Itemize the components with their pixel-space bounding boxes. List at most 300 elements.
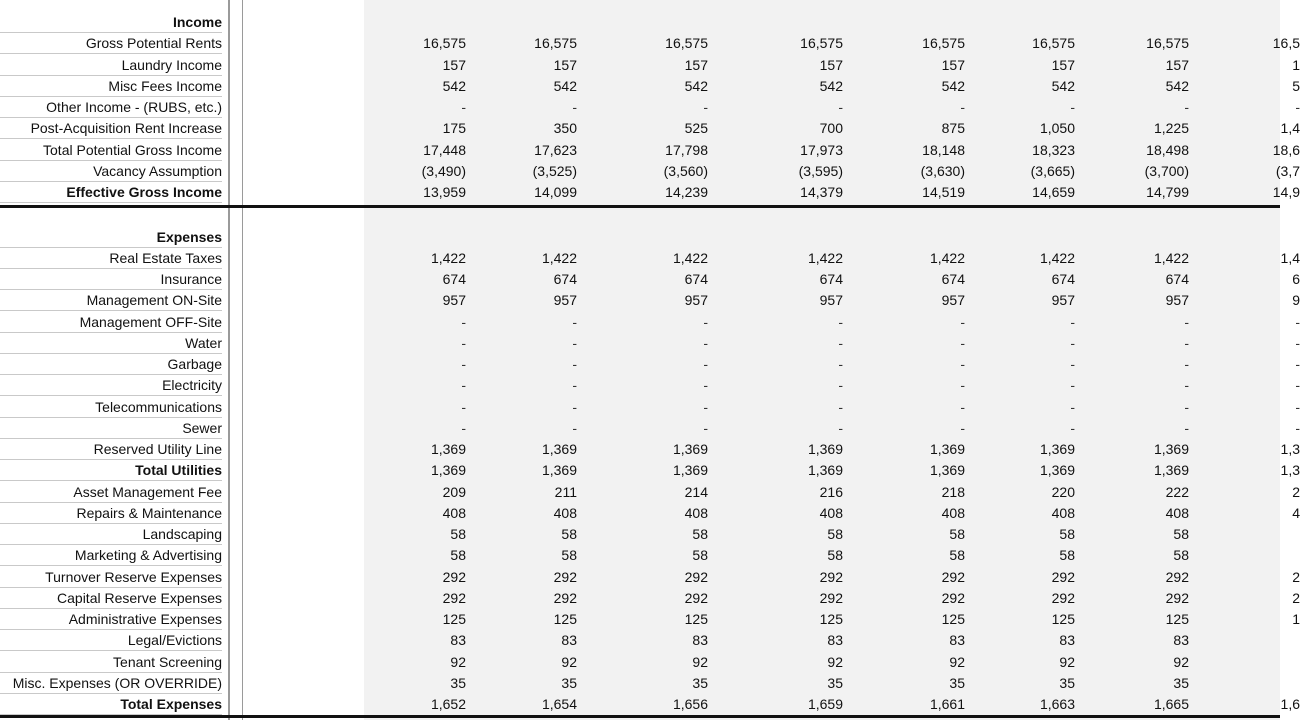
cell-value[interactable]: 16,575 [1032, 35, 1075, 52]
cell-value[interactable]: 1,369 [929, 441, 965, 458]
cell-value[interactable]: - [572, 356, 577, 373]
cell-value[interactable]: - [703, 419, 708, 436]
cell-value[interactable]: 35 [949, 674, 965, 691]
cell-value[interactable]: - [461, 377, 466, 394]
cell-value[interactable]: - [461, 99, 466, 115]
cell-value[interactable]: - [1184, 398, 1189, 415]
cell-value[interactable]: - [1295, 356, 1300, 373]
cell-value[interactable]: - [838, 334, 843, 351]
row-label[interactable]: Income [0, 12, 222, 33]
expense-row [0, 460, 1300, 481]
expense-row [0, 588, 1300, 609]
row-label[interactable]: Misc. Expenses (OR OVERRIDE) [0, 673, 222, 694]
cell-value[interactable]: 1,661 [929, 696, 965, 713]
cell-value[interactable]: 1,422 [672, 249, 708, 266]
cell-value[interactable]: - [1184, 99, 1189, 115]
income-header [0, 12, 1280, 33]
cell-value[interactable]: 58 [949, 526, 965, 543]
cell-value[interactable]: 35 [1059, 674, 1075, 691]
row-label[interactable]: Legal/Evictions [0, 630, 222, 651]
cell-value[interactable]: 18,323 [1032, 141, 1075, 158]
row-label[interactable]: Total Potential Gross Income [0, 140, 222, 161]
cell-value[interactable]: 525 [684, 120, 708, 137]
expense-row [0, 418, 1300, 439]
row-label[interactable]: Garbage [0, 354, 222, 375]
cell-value[interactable]: 957 [442, 292, 466, 309]
cell-value[interactable]: - [838, 377, 843, 394]
income-row [0, 97, 1300, 118]
cell-value[interactable]: 542 [684, 77, 708, 94]
row-label[interactable]: Other Income - (RUBS, etc.) [0, 97, 222, 118]
cell-value[interactable]: - [960, 356, 965, 373]
cell-value[interactable]: - [1070, 99, 1075, 115]
cell-value[interactable]: - [703, 313, 708, 330]
cell-value[interactable]: 292 [684, 589, 708, 606]
cell-value[interactable]: 1,654 [541, 696, 577, 713]
cell-value[interactable]: - [960, 377, 965, 394]
cell-value[interactable]: 957 [819, 292, 843, 309]
cell-value[interactable]: 92 [561, 653, 577, 670]
cell-value[interactable]: 35 [827, 674, 843, 691]
expense-row [0, 397, 1300, 418]
cell-value[interactable]: - [461, 356, 466, 373]
cell-value[interactable]: 542 [1165, 77, 1189, 94]
cell-value[interactable]: 1,369 [807, 441, 843, 458]
cell-value[interactable]: 1,369 [807, 462, 843, 479]
cell-value[interactable]: (3,490) [421, 162, 466, 179]
cell-value[interactable]: - [572, 334, 577, 351]
cell-value[interactable]: 92 [827, 653, 843, 670]
cell-value[interactable]: 2 [1292, 589, 1300, 606]
expense-row [0, 567, 1300, 588]
cell-value[interactable]: 2 [1292, 568, 1300, 585]
cell-value[interactable]: 408 [684, 504, 708, 521]
cell-value[interactable]: 1,422 [929, 249, 965, 266]
cell-value[interactable]: 1,422 [541, 249, 577, 266]
cell-value[interactable]: (3,595) [798, 162, 843, 179]
cell-value[interactable]: 1,369 [430, 462, 466, 479]
cell-value[interactable]: 542 [819, 77, 843, 94]
cell-value[interactable]: 14,379 [800, 184, 843, 200]
cell-value[interactable]: 157 [684, 56, 708, 73]
cell-value[interactable]: 957 [1165, 292, 1189, 309]
cell-value[interactable]: 1,6 [1280, 696, 1300, 713]
row-label[interactable]: Electricity [0, 375, 222, 396]
cell-value[interactable]: 350 [553, 120, 577, 137]
cell-value[interactable]: - [1070, 398, 1075, 415]
cell-value[interactable]: 1,369 [430, 441, 466, 458]
row-label[interactable]: Sewer [0, 418, 222, 439]
cell-value[interactable]: 1,369 [1039, 462, 1075, 479]
cell-value[interactable]: 125 [442, 611, 466, 628]
cell-value[interactable]: 674 [553, 271, 577, 288]
cell-value[interactable]: 674 [1051, 271, 1075, 288]
row-label[interactable]: Capital Reserve Expenses [0, 588, 222, 609]
cell-value[interactable]: 292 [1165, 568, 1189, 585]
cell-value[interactable]: 292 [1165, 589, 1189, 606]
cell-value[interactable]: 83 [561, 632, 577, 649]
row-label[interactable]: Total Utilities [0, 460, 222, 481]
cell-value[interactable]: 16,575 [1146, 35, 1189, 52]
cell-value[interactable]: 14,9 [1272, 184, 1300, 200]
cell-value[interactable]: 542 [1051, 77, 1075, 94]
cell-value[interactable]: 1,050 [1039, 120, 1075, 137]
cell-value[interactable]: - [960, 334, 965, 351]
cell-value[interactable]: 157 [553, 56, 577, 73]
cell-value[interactable]: 218 [941, 483, 965, 500]
cell-value[interactable]: 35 [561, 674, 577, 691]
cell-value[interactable]: (3,7 [1275, 162, 1300, 179]
cell-value[interactable]: - [572, 398, 577, 415]
cell-value[interactable]: - [703, 334, 708, 351]
cell-value[interactable]: 17,623 [534, 141, 577, 158]
cell-value[interactable]: 292 [553, 568, 577, 585]
cell-value[interactable]: 58 [827, 547, 843, 564]
expense-row [0, 312, 1300, 333]
cell-value[interactable]: - [461, 313, 466, 330]
expense-row [0, 673, 1280, 694]
bottom-divider [0, 715, 1280, 718]
cell-value[interactable]: - [838, 398, 843, 415]
cell-value[interactable]: 4 [1292, 504, 1300, 521]
row-label[interactable]: Asset Management Fee [0, 482, 222, 503]
cell-value[interactable]: 92 [1059, 653, 1075, 670]
cell-value[interactable]: 83 [1059, 632, 1075, 649]
expense-row [0, 503, 1300, 524]
cell-value[interactable]: 674 [442, 271, 466, 288]
cell-value[interactable]: 1,369 [541, 462, 577, 479]
cell-value[interactable]: 292 [819, 568, 843, 585]
cell-value[interactable]: 292 [941, 589, 965, 606]
expense-row [0, 269, 1300, 290]
cell-value[interactable]: 14,659 [1032, 184, 1075, 200]
cell-value[interactable]: 1,665 [1153, 696, 1189, 713]
cell-value[interactable]: - [1070, 419, 1075, 436]
cell-value[interactable]: 18,498 [1146, 141, 1189, 158]
cell-value[interactable]: - [1070, 313, 1075, 330]
cell-value[interactable]: 1,369 [541, 441, 577, 458]
cell-value[interactable]: 408 [1051, 504, 1075, 521]
cell-value[interactable]: 674 [1165, 271, 1189, 288]
cell-value[interactable]: 292 [941, 568, 965, 585]
income-row [0, 140, 1300, 161]
cell-value[interactable]: 13,959 [423, 184, 466, 200]
row-label[interactable]: Tenant Screening [0, 652, 222, 673]
cell-value[interactable]: 58 [1173, 526, 1189, 543]
cell-value[interactable]: 92 [1173, 653, 1189, 670]
cell-value[interactable]: 1,422 [1153, 249, 1189, 266]
cell-value[interactable]: 957 [941, 292, 965, 309]
cell-value[interactable]: 157 [1051, 56, 1075, 73]
cell-value[interactable]: 58 [1173, 547, 1189, 564]
cell-value[interactable]: - [838, 99, 843, 115]
cell-value[interactable]: 16,575 [800, 35, 843, 52]
expense-row [0, 609, 1300, 630]
row-label[interactable]: Expenses [0, 227, 222, 248]
cell-value[interactable]: 292 [819, 589, 843, 606]
row-label[interactable]: Marketing & Advertising [0, 545, 222, 566]
cell-value[interactable]: 292 [684, 568, 708, 585]
expense-row [0, 545, 1280, 566]
row-label[interactable]: Post-Acquisition Rent Increase [0, 118, 222, 139]
cell-value[interactable]: - [1295, 377, 1300, 394]
cell-value[interactable]: 83 [827, 632, 843, 649]
cell-value[interactable]: - [960, 419, 965, 436]
row-label[interactable]: Management OFF-Site [0, 312, 222, 333]
cell-value[interactable]: 58 [827, 526, 843, 543]
cell-value[interactable]: 16,575 [534, 35, 577, 52]
cell-value[interactable]: 35 [692, 674, 708, 691]
cell-value[interactable]: 58 [692, 526, 708, 543]
cell-value[interactable]: 957 [1051, 292, 1075, 309]
row-label[interactable]: Telecommunications [0, 397, 222, 418]
cell-value[interactable]: 58 [450, 526, 466, 543]
cell-value[interactable]: - [1295, 419, 1300, 436]
cell-value[interactable]: 1,422 [1039, 249, 1075, 266]
cell-value[interactable]: 1,369 [672, 441, 708, 458]
cell-value[interactable]: 16,5 [1272, 35, 1300, 52]
cell-value[interactable]: 674 [684, 271, 708, 288]
row-label[interactable]: Effective Gross Income [0, 182, 222, 203]
cell-value[interactable]: - [703, 99, 708, 115]
cell-value[interactable]: 6 [1292, 271, 1300, 288]
row-label[interactable]: Administrative Expenses [0, 609, 222, 630]
cell-value[interactable]: - [838, 419, 843, 436]
cell-value[interactable]: (3,630) [920, 162, 965, 179]
row-label[interactable]: Real Estate Taxes [0, 248, 222, 269]
cell-value[interactable]: 83 [949, 632, 965, 649]
row-label[interactable]: Total Expenses [0, 694, 222, 715]
cell-value[interactable]: - [1184, 377, 1189, 394]
cell-value[interactable]: 1,369 [1039, 441, 1075, 458]
cell-value[interactable]: - [1295, 99, 1300, 115]
cell-value[interactable]: (3,665) [1030, 162, 1075, 179]
income-row [0, 76, 1300, 97]
cell-value[interactable]: 14,519 [922, 184, 965, 200]
expense-row [0, 354, 1300, 375]
cell-value[interactable]: 1,369 [1153, 462, 1189, 479]
cell-value[interactable]: 157 [819, 56, 843, 73]
cell-value[interactable]: - [838, 313, 843, 330]
expense-row [0, 248, 1300, 269]
row-label[interactable]: Vacancy Assumption [0, 161, 222, 182]
cell-value[interactable]: 292 [442, 589, 466, 606]
row-label[interactable]: Laundry Income [0, 55, 222, 76]
income-row [0, 55, 1300, 76]
cell-value[interactable]: - [1070, 334, 1075, 351]
cell-value[interactable]: - [1070, 377, 1075, 394]
cell-value[interactable]: 408 [442, 504, 466, 521]
cell-value[interactable]: 14,799 [1146, 184, 1189, 200]
cell-value[interactable]: - [1184, 334, 1189, 351]
cell-value[interactable]: 35 [450, 674, 466, 691]
cell-value[interactable]: 211 [554, 483, 577, 500]
cell-value[interactable]: 83 [692, 632, 708, 649]
expense-row [0, 652, 1280, 673]
cell-value[interactable]: 14,239 [665, 184, 708, 200]
cell-value[interactable]: - [1184, 356, 1189, 373]
cell-value[interactable]: - [572, 419, 577, 436]
cell-value[interactable]: - [572, 99, 577, 115]
cell-value[interactable]: 1,422 [430, 249, 466, 266]
cell-value[interactable]: 292 [1051, 568, 1075, 585]
cell-value[interactable]: 674 [819, 271, 843, 288]
cell-value[interactable]: - [838, 356, 843, 373]
cell-value[interactable]: 58 [1059, 547, 1075, 564]
cell-value[interactable]: 875 [941, 120, 965, 137]
cell-value[interactable]: 700 [819, 120, 843, 137]
cell-value[interactable]: - [572, 377, 577, 394]
cell-value[interactable]: 157 [941, 56, 965, 73]
expense-row [0, 524, 1280, 545]
cell-value[interactable]: - [1295, 313, 1300, 330]
expense-row [0, 630, 1280, 651]
income-row [0, 182, 1300, 203]
income-row [0, 33, 1300, 54]
cell-value[interactable]: - [960, 313, 965, 330]
cell-value[interactable]: 216 [819, 483, 843, 500]
row-label[interactable]: Repairs & Maintenance [0, 503, 222, 524]
cell-value[interactable]: 1,3 [1280, 462, 1300, 479]
cell-value[interactable]: - [461, 419, 466, 436]
cell-value[interactable]: 1,659 [807, 696, 843, 713]
cell-value[interactable]: 957 [684, 292, 708, 309]
cell-value[interactable]: 16,575 [922, 35, 965, 52]
cell-value[interactable]: 292 [553, 589, 577, 606]
cell-value[interactable]: - [572, 313, 577, 330]
row-label[interactable]: Landscaping [0, 524, 222, 545]
income-row [0, 161, 1300, 182]
cell-value[interactable]: 125 [941, 611, 965, 628]
income-row [0, 118, 1300, 139]
row-label[interactable]: Turnover Reserve Expenses [0, 567, 222, 588]
cell-value[interactable]: - [1184, 419, 1189, 436]
cell-value[interactable]: 9 [1292, 292, 1300, 309]
cell-value[interactable]: 214 [684, 483, 708, 500]
cell-value[interactable]: 58 [450, 547, 466, 564]
expenses-header [0, 227, 1280, 248]
cell-value[interactable]: 1,369 [929, 462, 965, 479]
cell-value[interactable]: 542 [941, 77, 965, 94]
cell-value[interactable]: - [1295, 398, 1300, 415]
cell-value[interactable]: 18,148 [922, 141, 965, 158]
cell-value[interactable]: 5 [1292, 77, 1300, 94]
row-label[interactable]: Reserved Utility Line [0, 439, 222, 460]
cell-value[interactable]: 1 [1292, 56, 1300, 73]
cell-value[interactable]: 1,369 [1153, 441, 1189, 458]
cell-value[interactable]: 1,225 [1153, 120, 1189, 137]
cell-value[interactable]: 542 [553, 77, 577, 94]
expense-row [0, 290, 1300, 311]
cell-value[interactable]: 1,4 [1280, 120, 1300, 137]
cell-value[interactable]: 92 [949, 653, 965, 670]
row-label[interactable]: Misc Fees Income [0, 76, 222, 97]
cell-value[interactable]: - [1070, 356, 1075, 373]
cell-value[interactable]: 157 [442, 56, 466, 73]
cell-value[interactable]: 17,973 [800, 141, 843, 158]
cell-value[interactable]: 58 [692, 547, 708, 564]
cell-value[interactable]: (3,560) [663, 162, 708, 179]
cell-value[interactable]: 157 [1165, 56, 1189, 73]
cell-value[interactable]: 1 [1292, 611, 1300, 628]
cell-value[interactable]: 1,4 [1280, 249, 1300, 266]
cell-value[interactable]: 17,448 [423, 141, 466, 158]
cell-value[interactable]: 674 [941, 271, 965, 288]
cell-value[interactable]: - [960, 398, 965, 415]
cell-value[interactable]: 16,575 [665, 35, 708, 52]
cell-value[interactable]: 2 [1292, 483, 1300, 500]
cell-value[interactable]: - [1295, 334, 1300, 351]
cell-value[interactable]: 125 [684, 611, 708, 628]
cell-value[interactable]: 292 [1051, 589, 1075, 606]
expense-row [0, 439, 1300, 460]
cell-value[interactable]: 1,422 [807, 249, 843, 266]
expense-row [0, 375, 1300, 396]
cell-value[interactable]: 1,3 [1280, 441, 1300, 458]
cell-value[interactable]: - [703, 356, 708, 373]
cell-value[interactable]: 83 [450, 632, 466, 649]
cell-value[interactable]: 58 [561, 547, 577, 564]
cell-value[interactable]: - [703, 398, 708, 415]
cell-value[interactable]: 175 [442, 120, 466, 137]
cell-value[interactable]: 14,099 [534, 184, 577, 200]
cell-value[interactable]: 125 [553, 611, 577, 628]
cell-value[interactable]: 1,656 [672, 696, 708, 713]
cell-value[interactable]: 125 [1051, 611, 1075, 628]
row-label[interactable]: Management ON-Site [0, 290, 222, 311]
cell-value[interactable]: 58 [1059, 526, 1075, 543]
row-label[interactable]: Insurance [0, 269, 222, 290]
cell-value[interactable]: 542 [442, 77, 466, 94]
cell-value[interactable]: (3,525) [532, 162, 577, 179]
cell-value[interactable]: 408 [819, 504, 843, 521]
expense-row [0, 482, 1300, 503]
section-divider [0, 205, 1280, 208]
cell-value[interactable]: - [461, 398, 466, 415]
cell-value[interactable]: 92 [692, 653, 708, 670]
cell-value[interactable]: 1,652 [430, 696, 466, 713]
cell-value[interactable]: - [461, 334, 466, 351]
cell-value[interactable]: 17,798 [665, 141, 708, 158]
cell-value[interactable]: 125 [1165, 611, 1189, 628]
cell-value[interactable]: - [960, 99, 965, 115]
cell-value[interactable]: 408 [553, 504, 577, 521]
cell-value[interactable]: 222 [1165, 483, 1189, 500]
row-label[interactable]: Water [0, 333, 222, 354]
cell-value[interactable]: 408 [1165, 504, 1189, 521]
cell-value[interactable]: 292 [442, 568, 466, 585]
cell-value[interactable]: 1,369 [672, 462, 708, 479]
cell-value[interactable]: 58 [561, 526, 577, 543]
cell-value[interactable]: 125 [819, 611, 843, 628]
cell-value[interactable]: 35 [1173, 674, 1189, 691]
cell-value[interactable]: 957 [553, 292, 577, 309]
cell-value[interactable]: 58 [949, 547, 965, 564]
expense-row [0, 333, 1300, 354]
cell-value[interactable]: 92 [450, 653, 466, 670]
cell-value[interactable]: 220 [1051, 483, 1075, 500]
cell-value[interactable]: 1,663 [1039, 696, 1075, 713]
cell-value[interactable]: 18,6 [1272, 141, 1300, 158]
cell-value[interactable]: (3,700) [1144, 162, 1189, 179]
cell-value[interactable]: - [703, 377, 708, 394]
cell-value[interactable]: 209 [442, 483, 466, 500]
cell-value[interactable]: 408 [941, 504, 965, 521]
row-label[interactable]: Gross Potential Rents [0, 33, 222, 54]
cell-value[interactable]: 16,575 [423, 35, 466, 52]
cell-value[interactable]: - [1184, 313, 1189, 330]
cell-value[interactable]: 83 [1173, 632, 1189, 649]
